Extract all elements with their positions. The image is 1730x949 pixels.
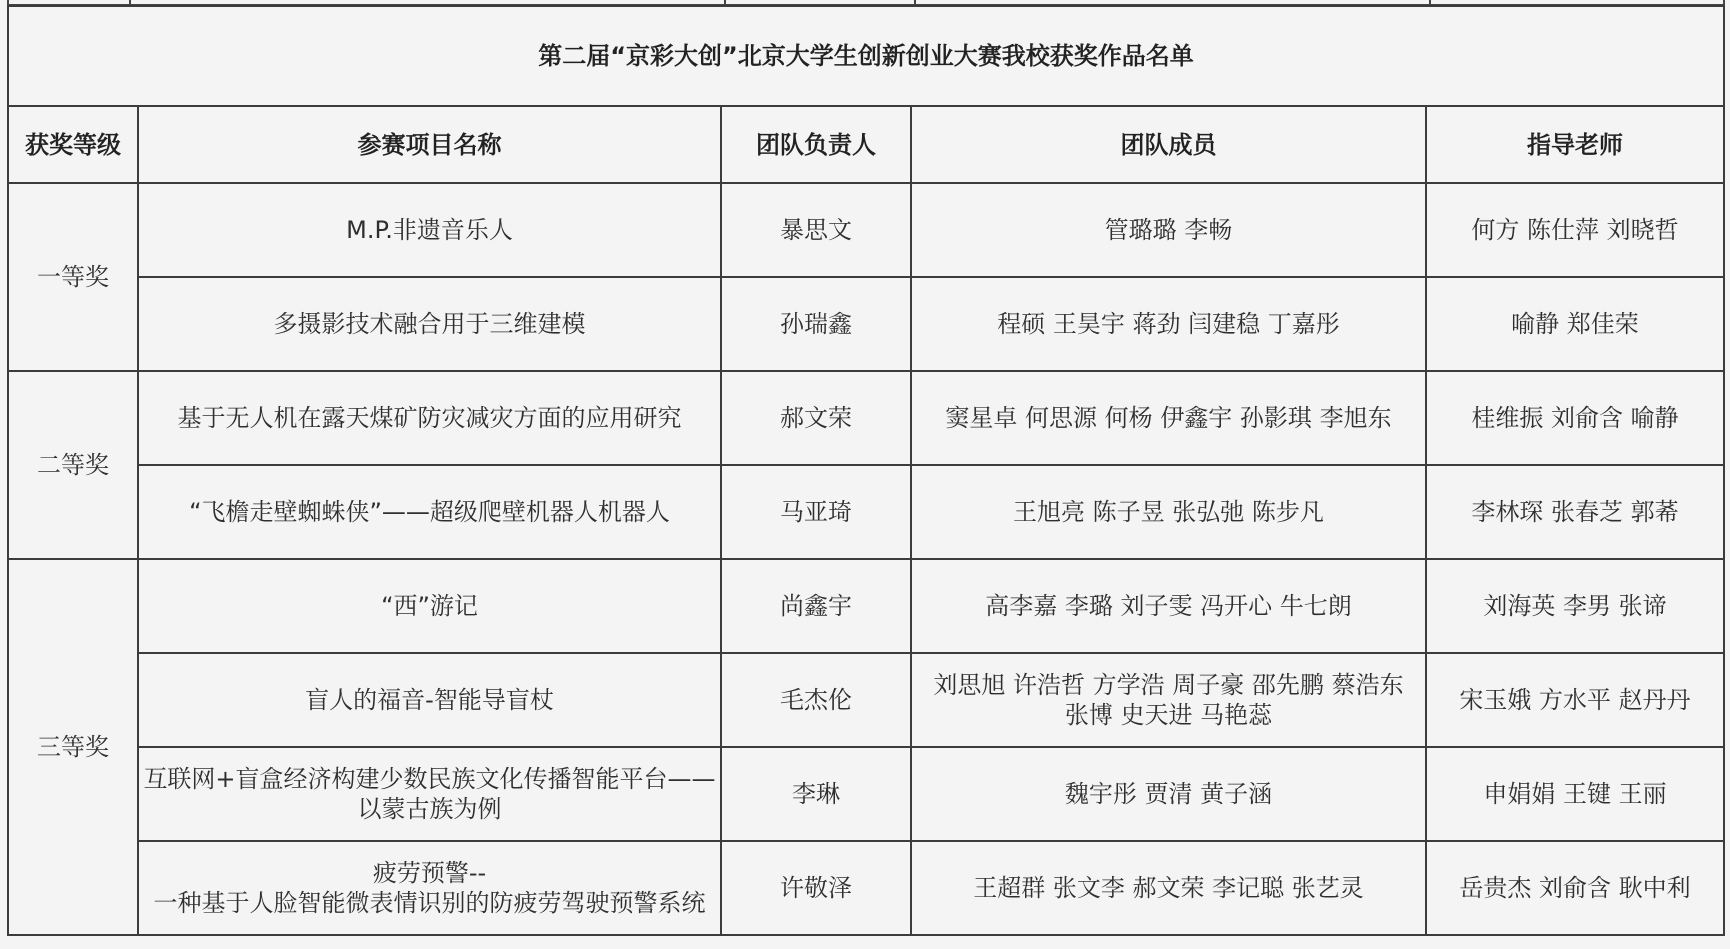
advisors-cell: 何方 陈仕萍 刘晓哲	[1426, 183, 1724, 277]
table-title: 第二届“京彩大创”北京大学生创新创业大赛我校获奖作品名单	[8, 6, 1724, 106]
project-name-cell: 基于无人机在露天煤矿防灾减灾方面的应用研究	[138, 371, 721, 465]
table-row	[8, 371, 1724, 465]
team-members-cell: 管璐璐 李畅	[911, 183, 1426, 277]
table-row	[8, 465, 1724, 559]
team-leader-cell: 李琳	[721, 747, 911, 841]
team-members-cell: 王旭亮 陈子昱 张弘弛 陈步凡	[911, 465, 1426, 559]
team-leader-cell: 尚鑫宇	[721, 559, 911, 653]
header-row	[8, 106, 1724, 183]
header-advisors: 指导老师	[1426, 106, 1724, 183]
project-name-cell: 多摄影技术融合用于三维建模	[138, 277, 721, 371]
team-members-cell: 刘思旭 许浩哲 方学浩 周子豪 邵先鹏 蔡浩东 张博 史天进 马艳蕊	[911, 653, 1426, 747]
advisors-cell: 喻静 郑佳荣	[1426, 277, 1724, 371]
team-members-cell: 窦星卓 何思源 何杨 伊鑫宇 孙影琪 李旭东	[911, 371, 1426, 465]
team-leader-cell: 许敬泽	[721, 841, 911, 935]
team-members-cell: 魏宇彤 贾清 黄子涵	[911, 747, 1426, 841]
table-row	[8, 747, 1724, 841]
team-leader-cell: 孙瑞鑫	[721, 277, 911, 371]
advisors-cell: 刘海英 李男 张谛	[1426, 559, 1724, 653]
table-row	[8, 183, 1724, 277]
table-row	[8, 653, 1724, 747]
team-members-cell: 王超群 张文李 郝文荣 李记聪 张艺灵	[911, 841, 1426, 935]
header-award-level: 获奖等级	[8, 106, 138, 183]
team-leader-cell: 毛杰伦	[721, 653, 911, 747]
team-leader-cell: 马亚琦	[721, 465, 911, 559]
team-leader-cell: 暴思文	[721, 183, 911, 277]
header-team-members: 团队成员	[911, 106, 1426, 183]
advisors-cell: 申娟娟 王键 王丽	[1426, 747, 1724, 841]
advisors-cell: 岳贵杰 刘俞含 耿中利	[1426, 841, 1724, 935]
title-row	[8, 6, 1724, 106]
header-project-name: 参赛项目名称	[138, 106, 721, 183]
team-leader-cell: 郝文荣	[721, 371, 911, 465]
team-members-cell: 高李嘉 李璐 刘子雯 冯开心 牛七朗	[911, 559, 1426, 653]
table-row	[8, 841, 1724, 935]
award-level-cell: 一等奖	[8, 183, 138, 371]
project-name-cell: “西”游记	[138, 559, 721, 653]
advisors-cell: 李林琛 张春芝 郭莃	[1426, 465, 1724, 559]
project-name-cell: 疲劳预警--一种基于人脸智能微表情识别的防疲劳驾驶预警系统	[138, 841, 721, 935]
award-level-cell: 二等奖	[8, 371, 138, 559]
award-table	[7, 5, 1725, 936]
team-members-cell: 程硕 王昊宇 蒋劲 闫建稳 丁嘉彤	[911, 277, 1426, 371]
table-row	[8, 559, 1724, 653]
project-name-cell: 互联网+盲盒经济构建少数民族文化传播智能平台——以蒙古族为例	[138, 747, 721, 841]
advisors-cell: 桂维振 刘俞含 喻静	[1426, 371, 1724, 465]
table-row	[8, 277, 1724, 371]
award-level-cell: 三等奖	[8, 559, 138, 935]
project-name-cell: “飞檐走壁蜘蛛侠”——超级爬壁机器人机器人	[138, 465, 721, 559]
project-name-cell: 盲人的福音-智能导盲杖	[138, 653, 721, 747]
project-name-cell: M.P.非遗音乐人	[138, 183, 721, 277]
advisors-cell: 宋玉娥 方水平 赵丹丹	[1426, 653, 1724, 747]
header-team-leader: 团队负责人	[721, 106, 911, 183]
